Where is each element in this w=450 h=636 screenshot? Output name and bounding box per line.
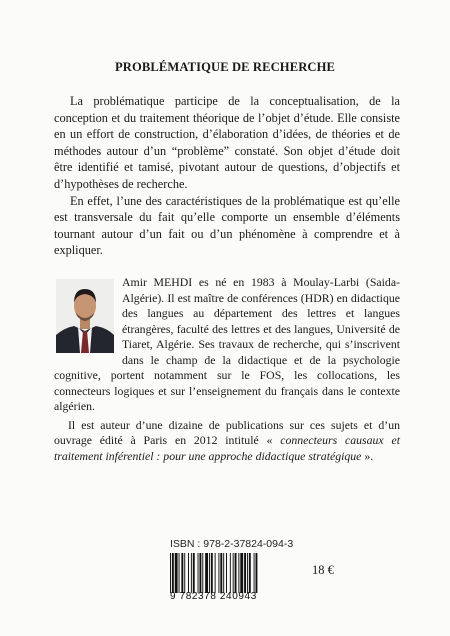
price-label: 18 €	[312, 563, 334, 577]
problem-description	[54, 93, 400, 259]
author-portrait-image	[56, 279, 114, 353]
isbn-label: ISBN : 978-2-37824-094-3	[170, 538, 294, 550]
bio-publications-text: Il est auteur d’une dizaine de publications sur ces sujets et d’un ouvrage édité à Paris en 2012 intitulé «	[54, 417, 400, 447]
author-bio	[54, 275, 400, 464]
bio-paragraph-2	[54, 418, 400, 465]
paragraph-1: La problématique participe de la conceptualisation, de la conception et du traitement théorique de l’objet d’étude. Elle consiste en un effort de construction, d’élaboration d’idées, de théories et de méthodes autour d’un “problème” constaté. Son objet d’étude doit être identifié et tamisé, pivotant autour de questions, d’objectifs et d’hypothèses de recherche.	[54, 94, 400, 191]
paragraph-2: En effet, l’une des caractéristiques de la problématique est qu’elle est transversale du fait qu’elle comporte un ensemble d’éléments tournant autour d’un fait ou d’un phénomène à comprendre et à expliquer.	[54, 193, 400, 258]
page-title: PROBLÉMATIQUE DE RECHERCHE	[115, 60, 335, 74]
bio-paragraph-1: Amir MEHDI es né en 1983 à Moulay-Larbi (Saida-Algérie). Il est maître de conférences (HDR) en didactique des langues au département des lettres et langues étrangères, faculté des lettres et des langues, Université de Tiaret, Algérie. Ses travaux de recherche, qui s’inscrivent dans le champ de la didactique et de la psychologie cognitive, portent notamment sur le FOS, les collocations, les connecteurs logiques et sur l’enseignement du français dans le contexte algérien.	[54, 275, 400, 413]
bio-closing-quote: ».	[361, 448, 374, 463]
barcode	[170, 553, 284, 593]
book-title: connecteurs causaux et traitement inférentiel : pour une approche didactique stratégique	[54, 433, 400, 463]
barcode-digits: 9 782378 240943	[170, 591, 257, 602]
author-photo	[56, 279, 114, 353]
